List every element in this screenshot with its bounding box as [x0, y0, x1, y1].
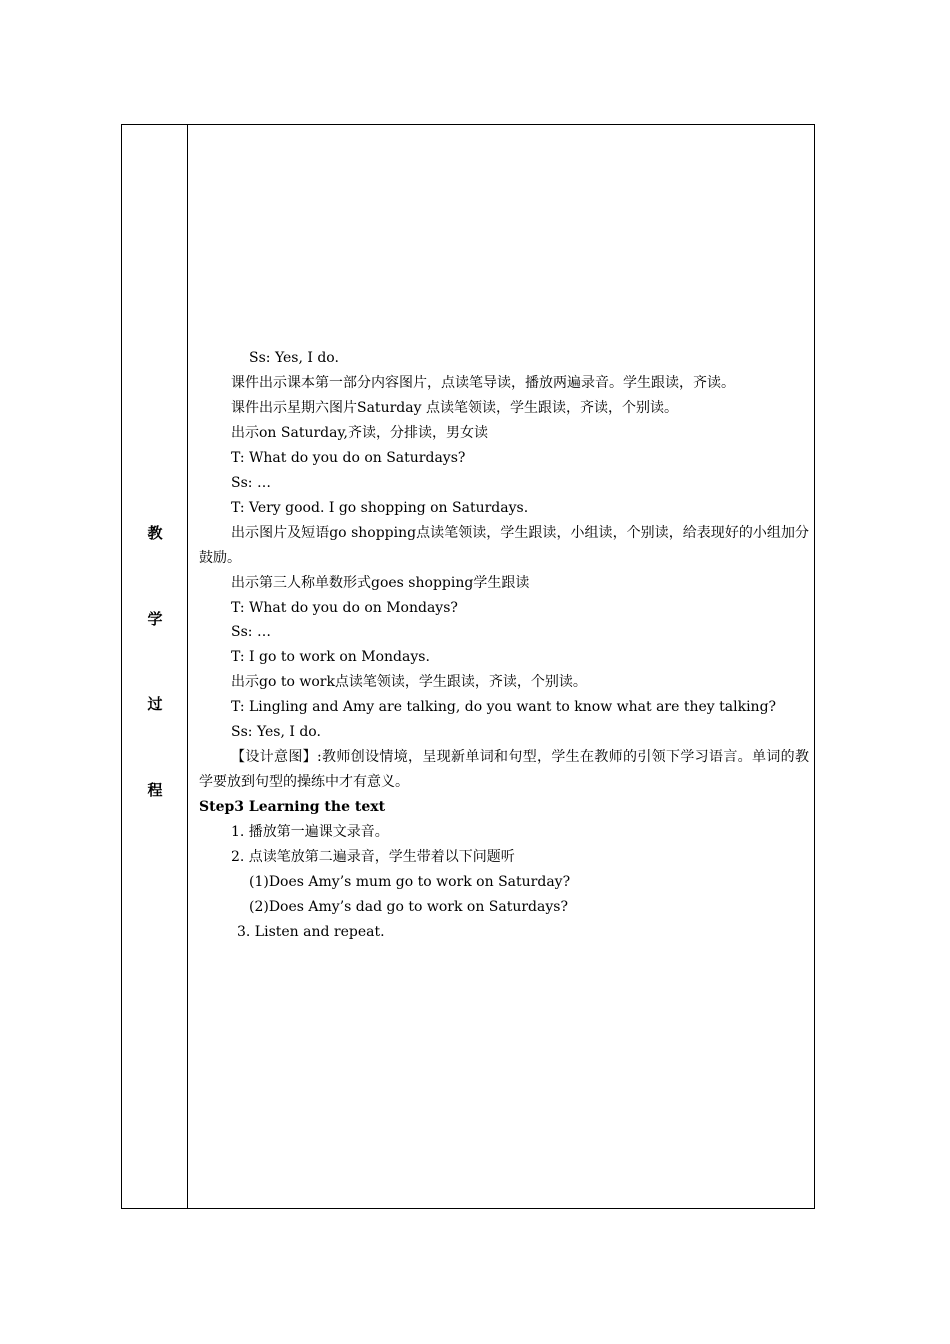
section-label-char: 过 [147, 695, 163, 713]
section-label-char: 程 [147, 781, 163, 799]
step-heading: Step3 Learning the text [199, 799, 386, 816]
teaching-process-content [199, 346, 809, 945]
design-intent-paragraph: 【设计意图】:教师创设情境，呈现新单词和句型，学生在教师的引领下学习语言。单词的教学要放到句型的操练中才有意义。 [199, 749, 809, 791]
dialogue-line: Ss: … [231, 474, 271, 491]
dialogue-line: T: What do you do on Saturdays? [231, 449, 466, 466]
dialogue-line: Ss: … [231, 624, 271, 641]
step-item: 3. Listen and repeat. [237, 923, 385, 940]
section-label-column [122, 125, 188, 1208]
instruction-line: 出示on Saturday,齐读，分排读，男女读 [231, 424, 488, 441]
dialogue-line: T: What do you do on Mondays? [231, 599, 458, 616]
dialogue-line: T: I go to work on Mondays. [231, 649, 430, 666]
section-label-char: 学 [147, 610, 163, 628]
dialogue-line: Ss: Yes, I do. [231, 724, 321, 741]
dialogue-line: T: Very good. I go shopping on Saturdays. [231, 499, 529, 516]
dialogue-line: Ss: Yes, I do. [249, 350, 339, 366]
instruction-paragraph: 课件出示课本第一部分内容图片，点读笔导读，播放两遍录音。学生跟读，齐读。 [231, 374, 735, 391]
section-label-char: 教 [147, 524, 163, 542]
instruction-line: 出示go to work点读笔领读，学生跟读，齐读，个别读。 [231, 674, 587, 691]
lesson-table [121, 124, 815, 1209]
step-item: 1. 播放第一遍课文录音。 [231, 824, 389, 841]
instruction-paragraph: 出示图片及短语go shopping点读笔领读，学生跟读，小组读，个别读，给表现好的小组加分鼓励。 [199, 524, 809, 566]
instruction-line: 课件出示星期六图片Saturday 点读笔领读，学生跟读，齐读，个别读。 [231, 399, 678, 416]
instruction-line: 出示第三人称单数形式goes shopping学生跟读 [231, 574, 530, 591]
question-item: (2)Does Amy’s dad go to work on Saturdays? [249, 898, 568, 915]
dialogue-paragraph: T: Lingling and Amy are talking, do you want to know what are they talking? [231, 699, 777, 716]
question-item: (1)Does Amy’s mum go to work on Saturday? [249, 874, 571, 891]
step-item: 2. 点读笔放第二遍录音，学生带着以下问题听 [231, 849, 515, 866]
